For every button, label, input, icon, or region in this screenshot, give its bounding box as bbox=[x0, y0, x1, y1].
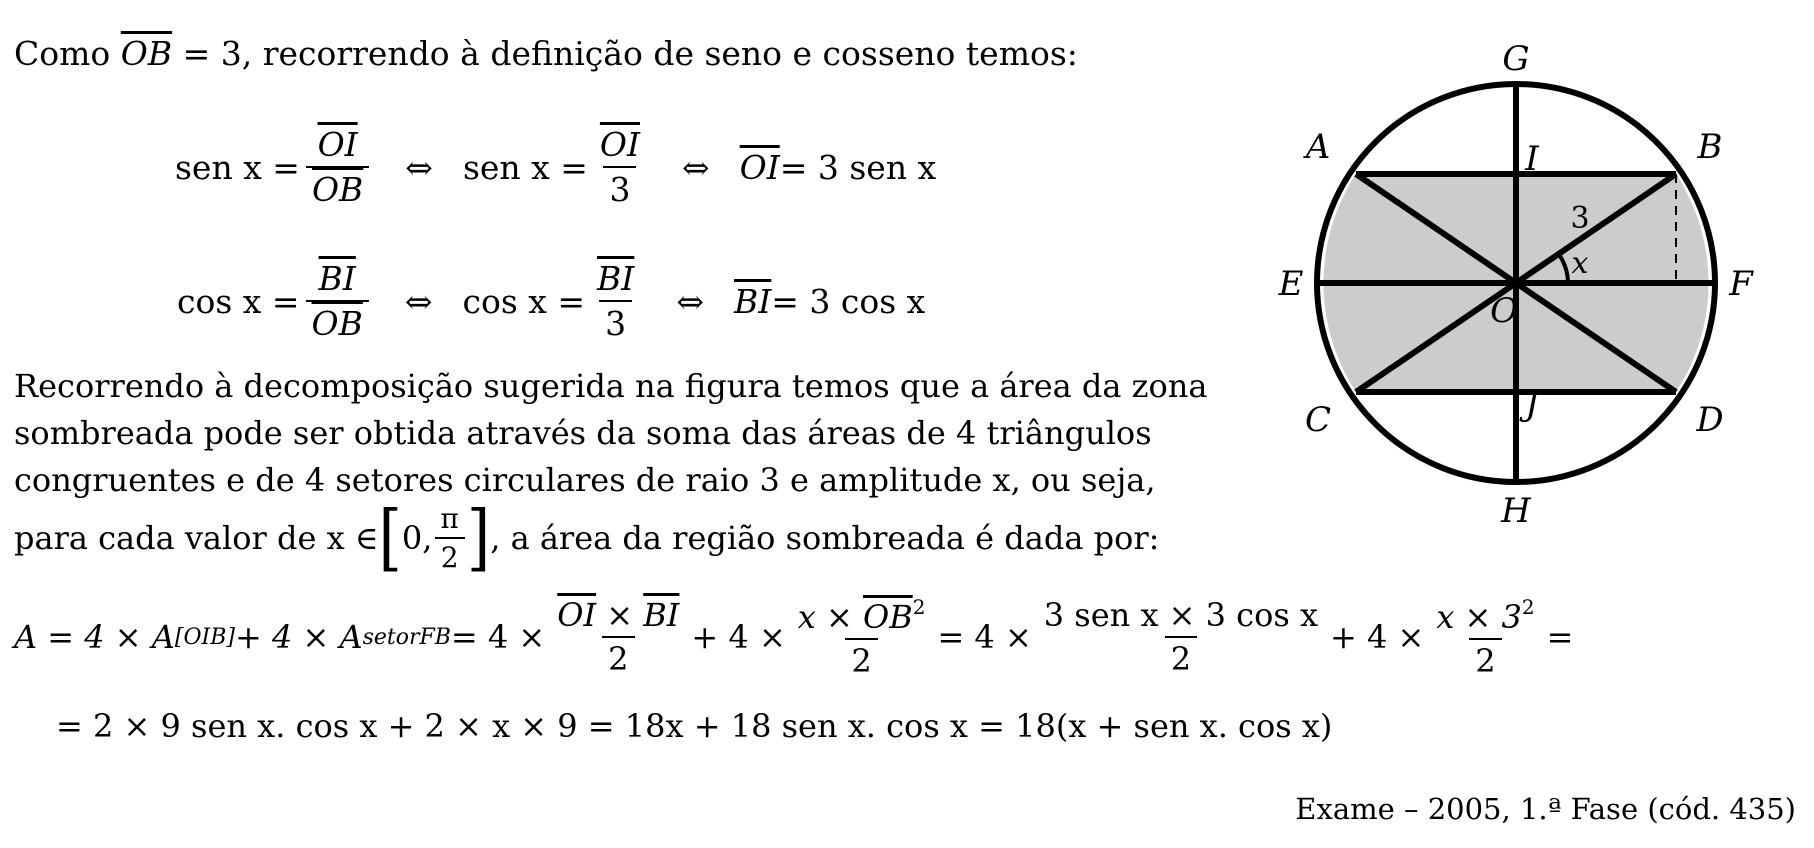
area-sub-oib: [OIB] bbox=[174, 624, 235, 650]
sin-mid: sen x = bbox=[462, 147, 588, 187]
label-e: E bbox=[1278, 264, 1304, 304]
cos-rhs-segment: $\overline{BI}$ bbox=[733, 281, 772, 321]
paragraph-line-4-pre: para cada valor de x ∈ bbox=[14, 519, 379, 557]
label-h: H bbox=[1501, 491, 1531, 531]
area-plus-3: + 4 × bbox=[1330, 618, 1425, 656]
paragraph-line-4-post: , a área da região sombreada é dada por: bbox=[490, 519, 1160, 557]
cos-fraction-1 bbox=[306, 259, 369, 343]
cos-equation bbox=[177, 246, 925, 356]
intro-prefix: Como bbox=[14, 34, 121, 73]
area-sub-sector: setorFB bbox=[362, 624, 451, 650]
sin-fraction-1-num: $\overline{OI}$ bbox=[317, 125, 358, 164]
area-a: A = 4 × A bbox=[14, 618, 175, 656]
paragraph-line-4: para cada valor de x ∈ [ 0, $\frac{\pi}{2}$ ] , a área da região sombreada é dada por: bbox=[14, 496, 1160, 580]
label-a: A bbox=[1305, 127, 1331, 167]
area-plus-1: + 4 × A bbox=[234, 618, 363, 656]
intro-ob-segment: $\overline{OB}$ bbox=[120, 34, 173, 73]
interval-num: π bbox=[440, 502, 459, 535]
sin-rhs-segment: $\overline{OI}$ bbox=[739, 147, 780, 187]
cos-fraction-2-den: 3 bbox=[599, 300, 632, 343]
label-o: O bbox=[1490, 291, 1518, 331]
result-line: = 2 × 9 sen x. cos x + 2 × x × 9 = 18x + 18 sen x. cos x = 18(x + sen x. cos x) bbox=[56, 707, 1333, 745]
sin-fraction-1-den: OB bbox=[306, 166, 369, 209]
cos-mid: cos x = bbox=[462, 281, 586, 321]
area-fraction-1: $\frac{\overline{OI} \times \overline{BI}}{2}$ bbox=[557, 596, 680, 678]
sin-fraction-2-den: 3 bbox=[603, 166, 636, 209]
area-plus-2: + 4 × bbox=[691, 618, 786, 656]
cos-lhs: cos x = bbox=[177, 281, 300, 321]
label-j: J bbox=[1525, 384, 1539, 424]
cos-iff-2: ⇔ bbox=[676, 281, 704, 321]
cos-fraction-1-num: $\overline{BI}$ bbox=[318, 259, 356, 298]
interval-den: 2 bbox=[435, 537, 465, 574]
sin-lhs: sen x = bbox=[175, 147, 300, 187]
label-f: F bbox=[1729, 264, 1753, 304]
sin-fraction-2-num: $\overline{OI}$ bbox=[599, 125, 640, 164]
sin-fraction-1 bbox=[306, 125, 369, 209]
label-g: G bbox=[1502, 39, 1530, 79]
area-eq-3: = bbox=[1546, 618, 1574, 656]
cos-iff-1: ⇔ bbox=[404, 281, 433, 321]
cos-fraction-2 bbox=[591, 259, 640, 343]
label-c: C bbox=[1304, 400, 1332, 440]
sin-equation bbox=[175, 112, 936, 222]
intro-line bbox=[14, 30, 1078, 78]
paragraph-line-2: sombreada pode ser obtida através da soma das áreas de 4 triângulos bbox=[14, 414, 1152, 452]
intro-suffix: = 3, recorrendo à definição de seno e cosseno temos: bbox=[172, 34, 1078, 73]
area-eq-1: = 4 × bbox=[450, 618, 546, 656]
cos-rhs: = 3 cos x bbox=[771, 281, 926, 321]
sin-fraction-2 bbox=[594, 125, 646, 209]
cos-fraction-1-den: OB bbox=[306, 300, 369, 343]
label-radius: 3 bbox=[1570, 201, 1590, 236]
circle-figure bbox=[1270, 30, 1800, 550]
interval-left: 0, bbox=[401, 519, 433, 557]
sin-iff-2: ⇔ bbox=[682, 147, 710, 187]
paragraph-line-1: Recorrendo à decomposição sugerida na figura temos que a área da zona bbox=[14, 367, 1208, 405]
paragraph-line-3: congruentes e de 4 setores circulares de raio 3 e amplitude x, ou seja, bbox=[14, 461, 1156, 499]
sin-rhs: = 3 sen x bbox=[779, 147, 937, 187]
area-equation bbox=[14, 582, 1573, 692]
sin-iff-1: ⇔ bbox=[405, 147, 433, 187]
interval-fraction bbox=[434, 502, 464, 574]
area-fraction-3: $\frac{\text{3 sen x × 3 cos x}}{2}$ bbox=[1043, 596, 1318, 678]
cos-fraction-2-num: $\overline{BI}$ bbox=[597, 259, 635, 298]
label-d: D bbox=[1696, 400, 1724, 440]
label-angle: x bbox=[1571, 246, 1589, 281]
source-citation: Exame – 2005, 1.ª Fase (cód. 435) bbox=[1295, 792, 1796, 826]
area-fraction-2: $\frac{x \times \overline{OB}^2}{2}$ bbox=[797, 594, 926, 680]
area-eq-2: = 4 × bbox=[937, 618, 1032, 656]
label-i: I bbox=[1525, 139, 1539, 179]
label-b: B bbox=[1697, 127, 1723, 167]
area-fraction-4: $\frac{x \times 3^2}{2}$ bbox=[1436, 594, 1535, 680]
